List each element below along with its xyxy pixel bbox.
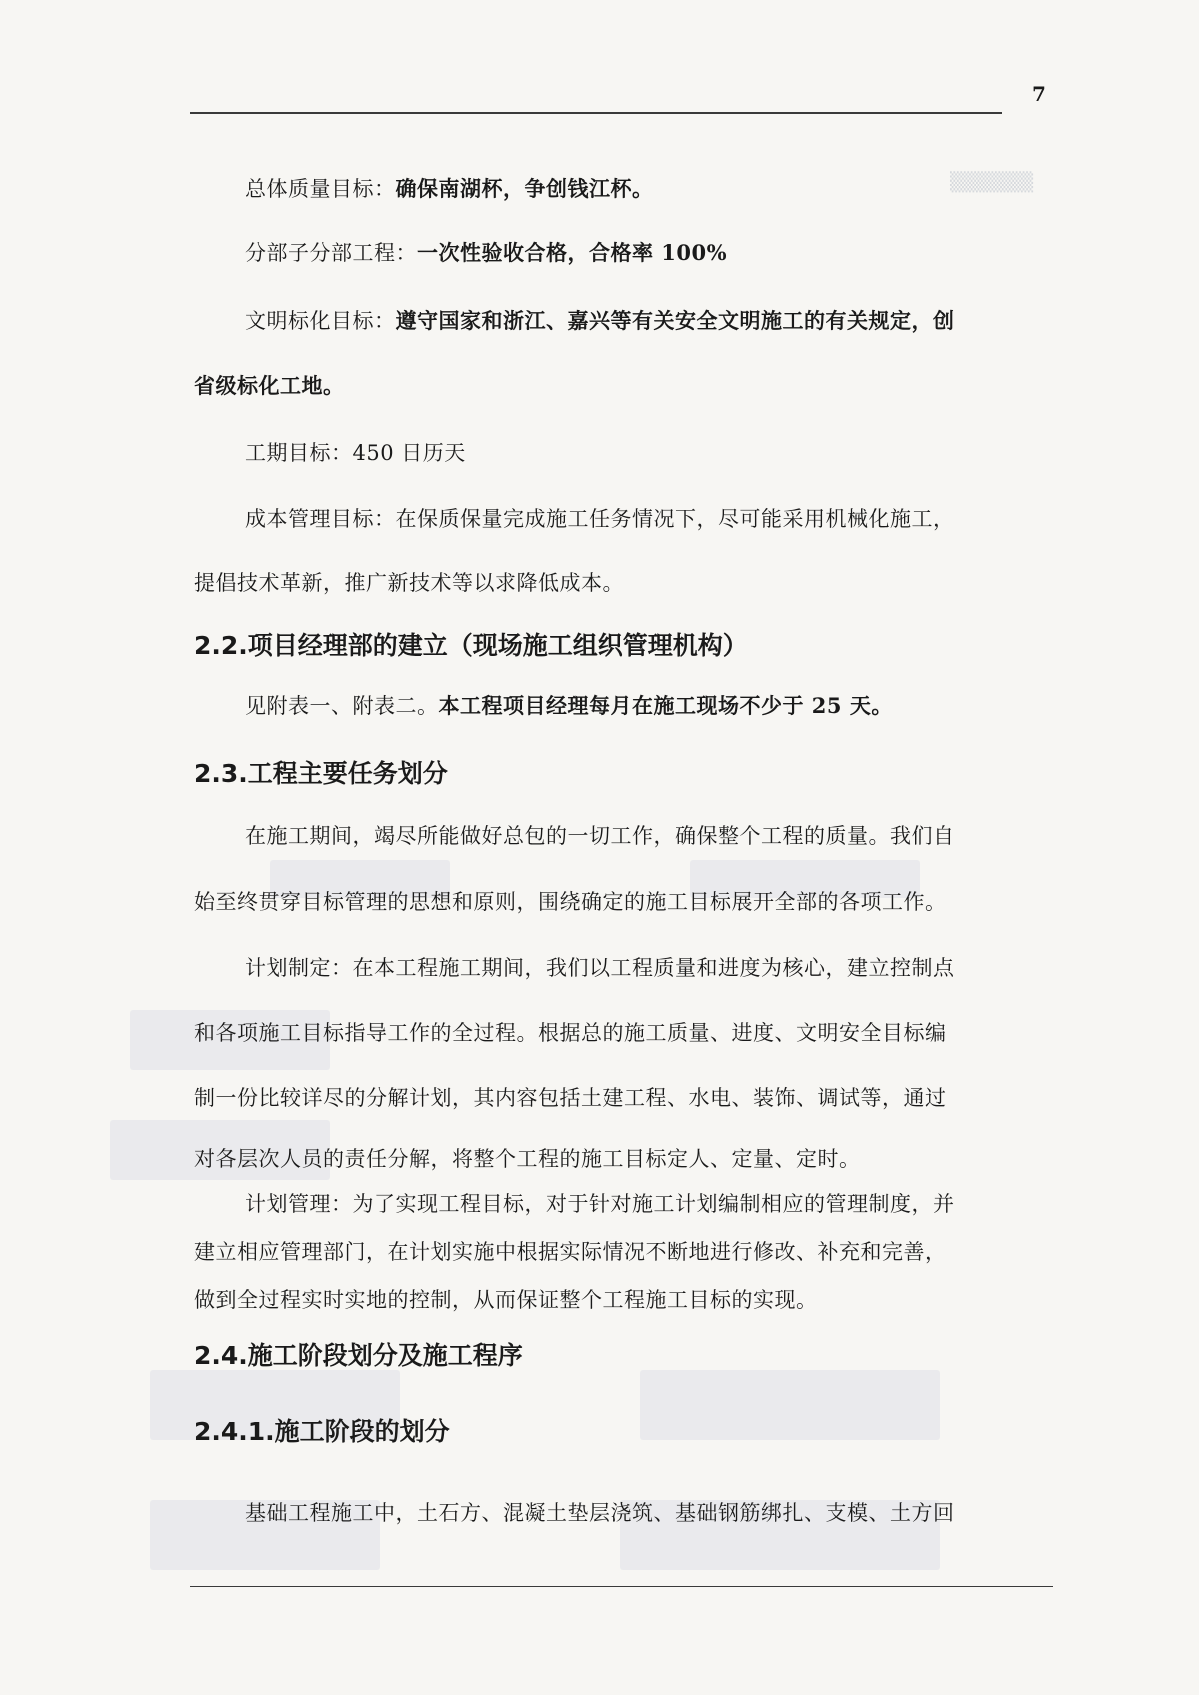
show-through-text: ▒▒▒▒▒▒: [950, 172, 1034, 193]
goal-label: 文明标化目标：: [245, 309, 396, 333]
section-heading-2-2: 2.2.项目经理部的建立（现场施工组织管理机构）: [194, 631, 748, 660]
paragraph-line: 建立相应管理部门，在计划实施中根据实际情况不断地进行修改、补充和完善，: [194, 1240, 947, 1264]
header-rule: [190, 112, 1002, 114]
section-heading-2-4-1: 2.4.1.施工阶段的划分: [194, 1417, 450, 1446]
paragraph-line: 计划管理：为了实现工程目标，对于针对施工计划编制相应的管理制度，并: [245, 1192, 955, 1216]
goal-label: 分部子分部工程：: [245, 241, 417, 265]
goal-value: 遵守国家和浙江、嘉兴等有关安全文明施工的有关规定，创: [395, 308, 955, 333]
goal-label: 总体质量目标：: [245, 177, 396, 201]
goal-quality: [245, 173, 654, 203]
paragraph-line: 始至终贯穿目标管理的思想和原则，围绕确定的施工目标展开全部的各项工作。: [194, 890, 947, 914]
footer-rule: [190, 1586, 1053, 1587]
paragraph-line: 和各项施工目标指导工作的全过程。根据总的施工质量、进度、文明安全目标编: [194, 1021, 947, 1045]
goal-cost: 成本管理目标：在保质保量完成施工任务情况下，尽可能采用机械化施工，: [245, 507, 955, 531]
text-bold: 本工程项目经理每月在施工现场不少于 25 天。: [438, 693, 893, 718]
paragraph-line: 基础工程施工中，土石方、混凝土垫层浇筑、基础钢筋绑扎、支模、土方回: [245, 1501, 955, 1525]
paragraph-line: 制一份比较详尽的分解计划，其内容包括土建工程、水电、装饰、调试等，通过: [194, 1086, 947, 1110]
goal-civilized-cont: 省级标化工地。: [194, 373, 345, 398]
section-heading-2-3: 2.3.工程主要任务划分: [194, 759, 448, 788]
paragraph-line: 计划制定：在本工程施工期间，我们以工程质量和进度为核心，建立控制点: [245, 956, 955, 980]
goal-schedule: 工期目标：450 日历天: [245, 441, 466, 465]
goal-value: 一次性验收合格，合格率 100%: [417, 240, 728, 265]
show-through-box: [640, 1370, 940, 1440]
section-heading-2-4: 2.4.施工阶段划分及施工程序: [194, 1341, 523, 1370]
goal-value: 确保南湖杯，争创钱江杯。: [395, 176, 654, 201]
section-2-2-text: [245, 690, 893, 720]
paragraph-line: 做到全过程实时实地的控制，从而保证整个工程施工目标的实现。: [194, 1288, 818, 1312]
goal-civilized: [245, 305, 955, 335]
text-plain: 见附表一、附表二。: [245, 694, 439, 718]
paragraph-line: 在施工期间，竭尽所能做好总包的一切工作，确保整个工程的质量。我们自: [245, 824, 955, 848]
page-number: 7: [1032, 82, 1046, 106]
goal-subproject: [245, 237, 727, 267]
goal-cost-cont: 提倡技术革新，推广新技术等以求降低成本。: [194, 571, 624, 595]
paragraph-line: 对各层次人员的责任分解，将整个工程的施工目标定人、定量、定时。: [194, 1147, 861, 1171]
